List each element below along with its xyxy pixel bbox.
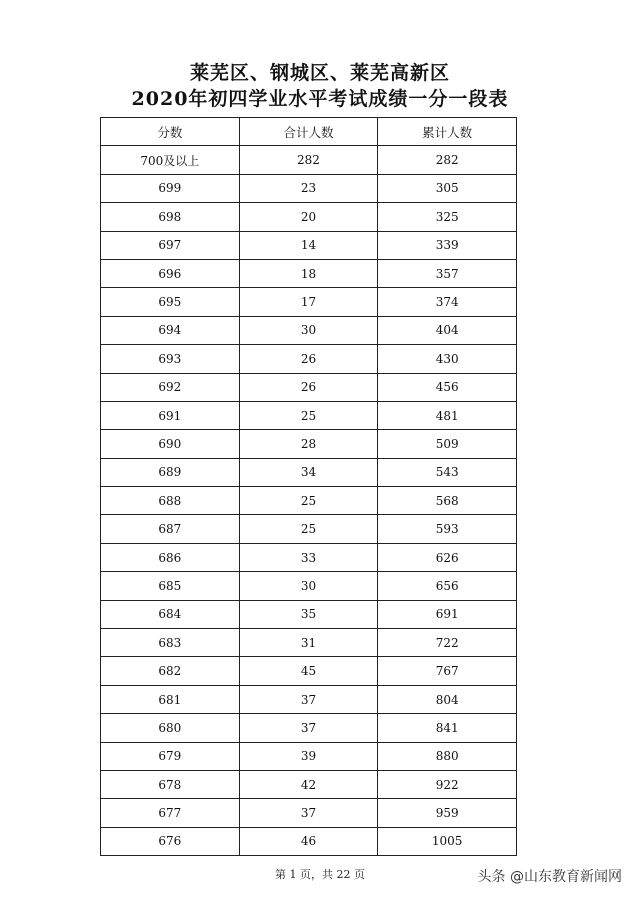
cell-count: 23	[239, 174, 378, 202]
cell-score: 694	[101, 316, 240, 344]
table-row	[101, 487, 517, 515]
watermark-text: 头条 @山东教育新闻网	[477, 869, 622, 885]
cell-score: 698	[101, 203, 240, 231]
cell-count: 282	[239, 146, 378, 174]
cell-count: 33	[239, 543, 378, 571]
table-row	[101, 259, 517, 287]
cell-score: 700及以上	[101, 146, 240, 174]
cell-score: 692	[101, 373, 240, 401]
cell-cumulative: 357	[378, 259, 517, 287]
cell-score: 695	[101, 288, 240, 316]
cell-cumulative: 880	[378, 742, 517, 770]
header-count: 合计人数	[239, 118, 378, 146]
cell-count: 18	[239, 259, 378, 287]
cell-count: 17	[239, 288, 378, 316]
page-footer: 第 1 页，共 22 页	[275, 868, 365, 881]
cell-count: 34	[239, 458, 378, 486]
cell-score: 680	[101, 714, 240, 742]
cell-cumulative: 593	[378, 515, 517, 543]
cell-count: 25	[239, 515, 378, 543]
table-row	[101, 572, 517, 600]
table-row	[101, 827, 517, 855]
document-title-line1: 莱芜区、钢城区、莱芜高新区	[189, 62, 450, 84]
cell-count: 37	[239, 714, 378, 742]
cell-count: 25	[239, 487, 378, 515]
cell-score: 677	[101, 799, 240, 827]
cell-score: 686	[101, 543, 240, 571]
table-row	[101, 657, 517, 685]
cell-score: 676	[101, 827, 240, 855]
table-header-row	[101, 118, 517, 146]
table-row	[101, 770, 517, 798]
table-row	[101, 543, 517, 571]
cell-cumulative: 325	[378, 203, 517, 231]
table-row	[101, 458, 517, 486]
cell-score: 693	[101, 345, 240, 373]
cell-score: 683	[101, 629, 240, 657]
cell-cumulative: 305	[378, 174, 517, 202]
cell-count: 26	[239, 373, 378, 401]
table-row	[101, 373, 517, 401]
cell-count: 42	[239, 770, 378, 798]
cell-count: 39	[239, 742, 378, 770]
table-row	[101, 174, 517, 202]
cell-count: 35	[239, 600, 378, 628]
cell-count: 20	[239, 203, 378, 231]
table-row	[101, 629, 517, 657]
table-row	[101, 515, 517, 543]
cell-score: 690	[101, 430, 240, 458]
table-row	[101, 742, 517, 770]
cell-cumulative: 656	[378, 572, 517, 600]
cell-cumulative: 922	[378, 770, 517, 798]
table-row	[101, 600, 517, 628]
table-row	[101, 401, 517, 429]
table-row	[101, 430, 517, 458]
cell-cumulative: 339	[378, 231, 517, 259]
cell-cumulative: 959	[378, 799, 517, 827]
cell-cumulative: 481	[378, 401, 517, 429]
cell-score: 687	[101, 515, 240, 543]
cell-count: 26	[239, 345, 378, 373]
cell-score: 689	[101, 458, 240, 486]
cell-cumulative: 568	[378, 487, 517, 515]
cell-cumulative: 1005	[378, 827, 517, 855]
cell-score: 691	[101, 401, 240, 429]
cell-score: 697	[101, 231, 240, 259]
cell-cumulative: 282	[378, 146, 517, 174]
cell-count: 30	[239, 572, 378, 600]
table-row	[101, 146, 517, 174]
cell-cumulative: 543	[378, 458, 517, 486]
cell-score: 678	[101, 770, 240, 798]
cell-cumulative: 804	[378, 685, 517, 713]
cell-score: 679	[101, 742, 240, 770]
cell-score: 684	[101, 600, 240, 628]
cell-score: 685	[101, 572, 240, 600]
table-row	[101, 345, 517, 373]
header-cumulative: 累计人数	[378, 118, 517, 146]
table-row	[101, 685, 517, 713]
cell-cumulative: 841	[378, 714, 517, 742]
cell-cumulative: 404	[378, 316, 517, 344]
cell-count: 37	[239, 799, 378, 827]
cell-cumulative: 626	[378, 543, 517, 571]
cell-score: 699	[101, 174, 240, 202]
table-row	[101, 714, 517, 742]
cell-count: 30	[239, 316, 378, 344]
cell-score: 688	[101, 487, 240, 515]
cell-cumulative: 430	[378, 345, 517, 373]
table-row	[101, 316, 517, 344]
cell-cumulative: 456	[378, 373, 517, 401]
cell-cumulative: 509	[378, 430, 517, 458]
table-row	[101, 231, 517, 259]
cell-count: 25	[239, 401, 378, 429]
cell-score: 681	[101, 685, 240, 713]
cell-cumulative: 374	[378, 288, 517, 316]
cell-count: 28	[239, 430, 378, 458]
cell-count: 37	[239, 685, 378, 713]
header-score: 分数	[101, 118, 240, 146]
cell-count: 31	[239, 629, 378, 657]
cell-score: 682	[101, 657, 240, 685]
cell-cumulative: 722	[378, 629, 517, 657]
cell-cumulative: 767	[378, 657, 517, 685]
table-row	[101, 203, 517, 231]
cell-cumulative: 691	[378, 600, 517, 628]
cell-count: 14	[239, 231, 378, 259]
table-row	[101, 288, 517, 316]
table-row	[101, 799, 517, 827]
cell-score: 696	[101, 259, 240, 287]
cell-count: 46	[239, 827, 378, 855]
document-title-line2: 2020年初四学业水平考试成绩一分一段表	[131, 88, 509, 110]
cell-count: 45	[239, 657, 378, 685]
score-distribution-table	[100, 117, 517, 856]
